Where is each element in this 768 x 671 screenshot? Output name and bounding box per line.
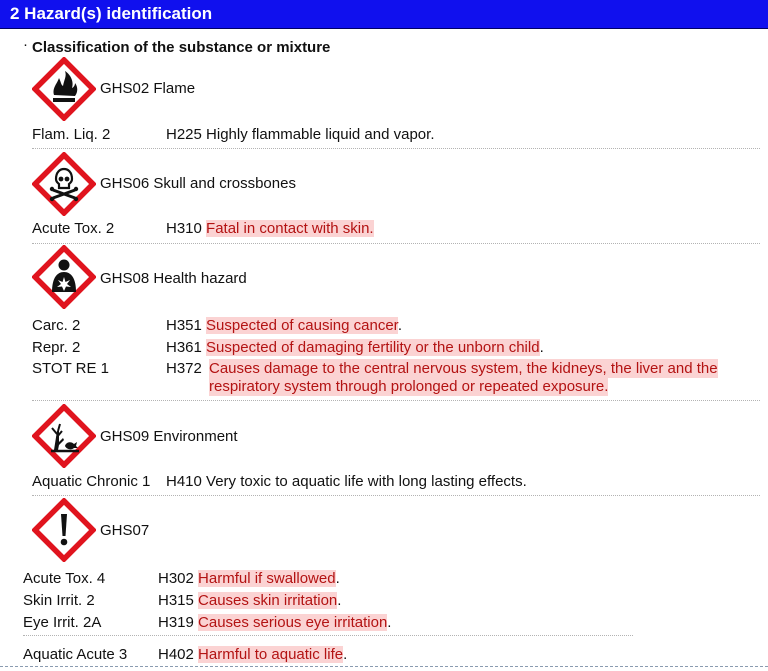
hazard-category: STOT RE 1 [32,360,109,377]
h-code: H410 [166,473,202,490]
hazard-code [166,219,374,238]
health-hazard-icon [32,245,96,309]
hazard-code: H372 [166,360,202,377]
h-code: H319 [158,614,194,631]
hazard-category: Acute Tox. 2 [32,220,115,237]
hazard-code [158,591,341,610]
hazard-statement: Very toxic to aquatic life with long lasting effects. [206,473,527,490]
bullet: · [23,36,28,53]
pictogram-label-ghs02: GHS02 Flame [100,80,196,97]
hazard-statement: Causes skin irritation [198,592,338,609]
environment-icon [32,404,96,468]
h-code: H402 [158,646,194,663]
hazard-statement: Suspected of causing cancer [206,317,398,334]
hazard-statement-continued: respiratory system through prolonged or repeated exposure. [209,378,609,395]
hazard-category: Acute Tox. 4 [23,570,106,587]
h-code: H302 [158,570,194,587]
hazard-code [158,613,391,632]
pictogram-label-ghs09: GHS09 Environment [100,428,238,445]
hazard-statement: Highly flammable liquid and vapor. [206,126,435,143]
dotted-divider [23,635,633,636]
hazard-statement: Causes serious eye irritation [198,614,388,631]
hazard-category: Flam. Liq. 2 [32,126,111,143]
h-code: H361 [166,339,202,356]
h-code: H315 [158,592,194,609]
statement-period: . [337,592,342,609]
pictogram-label-ghs08: GHS08 Health hazard [100,270,247,287]
section-end-divider [0,666,768,667]
dotted-divider [32,400,760,401]
statement-period: . [343,646,348,663]
hazard-code [166,316,402,335]
hazard-code [166,338,544,357]
hazard-category: Aquatic Acute 3 [23,646,128,663]
section-header [0,0,768,29]
h-code: H225 [166,126,202,143]
hazard-code [158,569,340,588]
hazard-statement: Causes damage to the central nervous system, the kidneys, the liver and the [209,360,718,377]
hazard-statement: Fatal in contact with skin. [206,220,374,237]
hazard-code [166,472,527,491]
hazard-statement: Harmful to aquatic life [198,646,344,663]
hazard-category: Carc. 2 [32,317,81,334]
hazard-category: Repr. 2 [32,339,81,356]
h-code: H310 [166,220,202,237]
hazard-category: Skin Irrit. 2 [23,592,95,609]
statement-period: . [387,614,392,631]
classification-heading: Classification of the substance or mixture [32,39,331,56]
statement-period: . [397,317,402,334]
flame-icon [32,57,96,121]
dotted-divider [32,495,760,496]
h-code: H351 [166,317,202,334]
dotted-divider [32,243,760,244]
section-title: 2 Hazard(s) identification [10,4,213,23]
hazard-code [158,645,347,664]
hazard-statement: Suspected of damaging fertility or the unborn child [206,339,540,356]
pictogram-label-ghs06: GHS06 Skull and crossbones [100,175,296,192]
exclamation-mark-icon [32,498,96,562]
pictogram-label-ghs07: GHS07 [100,522,150,539]
hazard-category: Aquatic Chronic 1 [32,473,151,490]
skull-crossbones-icon [32,152,96,216]
dotted-divider [32,148,760,149]
statement-period: . [539,339,544,356]
hazard-category: Eye Irrit. 2A [23,614,102,631]
hazard-statement: Harmful if swallowed [198,570,336,587]
hazard-code [166,125,435,144]
statement-period: . [335,570,340,587]
